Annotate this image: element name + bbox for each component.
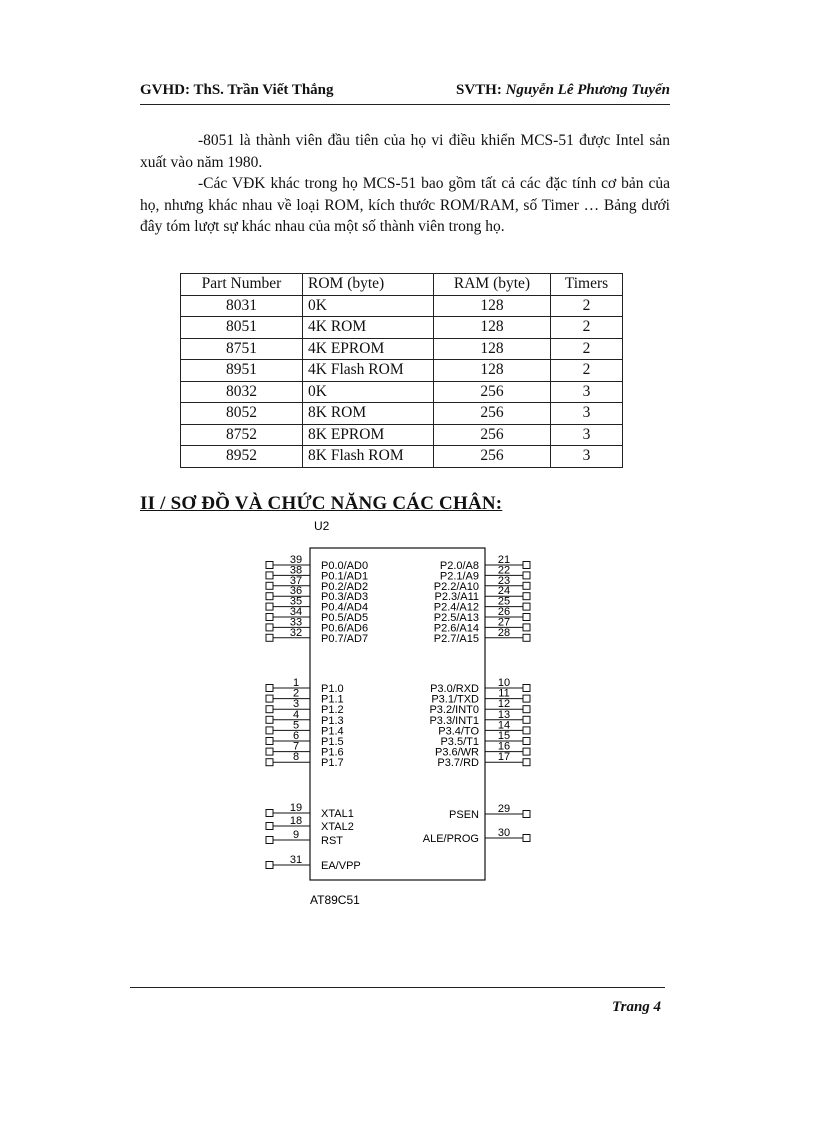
cell-timers: 2 [551, 338, 623, 360]
table-row [181, 446, 623, 468]
pin-number: 10 [497, 677, 511, 689]
cell-ram: 256 [434, 403, 551, 425]
pin-name: P3.3/INT1 [429, 714, 479, 727]
pin-name: P0.5/AD5 [321, 612, 369, 624]
cell-rom: 0K [303, 381, 434, 403]
pin-terminal [266, 837, 273, 844]
pin-name: P2.0/A8 [439, 560, 479, 572]
pin-terminal [266, 624, 273, 631]
pin-number: 3 [292, 698, 300, 711]
table-row [181, 317, 623, 339]
pin-number: 26 [497, 606, 511, 618]
cell-part: 8052 [181, 403, 303, 425]
pin-terminal [266, 695, 273, 702]
mcs51-family-table [180, 273, 623, 468]
cell-rom: 0K [303, 295, 434, 317]
pin-terminal [266, 582, 273, 589]
pin-name: P2.5/A13 [433, 612, 479, 624]
pin-terminal [266, 748, 273, 755]
pin-number: 28 [497, 626, 511, 639]
paragraph-2 [140, 173, 670, 238]
pin-number: 27 [497, 616, 511, 629]
pin-terminal [523, 738, 530, 745]
cell-ram: 128 [434, 317, 551, 339]
cell-timers: 2 [551, 317, 623, 339]
pin-number: 8 [292, 751, 300, 764]
pin-name: P3.1/TXD [431, 693, 479, 706]
pin-terminal [523, 593, 530, 600]
pin-terminal [523, 603, 530, 610]
pin-terminal [266, 810, 273, 817]
pin-number: 36 [289, 585, 303, 598]
cell-part: 8051 [181, 317, 303, 339]
pin-number: 17 [497, 751, 511, 764]
pin-name: P0.7/AD7 [321, 632, 369, 645]
pin-terminal [523, 706, 530, 713]
pin-name: P3.4/TO [438, 725, 479, 738]
pin-terminal [266, 593, 273, 600]
pin-name: XTAL1 [321, 808, 354, 820]
pin-number: 24 [497, 585, 511, 598]
pin-number: 29 [497, 803, 511, 815]
pin-name: P2.4/A12 [433, 601, 479, 614]
pin-name: P1.3 [321, 714, 344, 727]
pin-name: P0.0/AD0 [321, 560, 369, 572]
pin-name: P1.7 [321, 757, 344, 770]
pin-number: 13 [497, 708, 511, 721]
cell-ram: 256 [434, 424, 551, 446]
pin-name: P1.1 [321, 693, 344, 706]
pin-terminal [523, 835, 530, 842]
pin-name: PSEN [449, 809, 479, 821]
pin-terminal [523, 582, 530, 589]
pin-terminal [266, 634, 273, 641]
pin-name: P3.0/RXD [430, 683, 479, 695]
cell-ram: 256 [434, 381, 551, 403]
cell-rom: 4K Flash ROM [303, 360, 434, 382]
pin-number: 33 [289, 616, 303, 629]
pin-number: 14 [497, 719, 511, 732]
header-student [456, 82, 670, 99]
pin-number: 12 [497, 698, 511, 711]
cell-part: 8951 [181, 360, 303, 382]
pin-number: 32 [289, 626, 303, 639]
pin-name: P0.3/AD3 [321, 591, 369, 604]
at89c51-pinout-diagram [250, 520, 550, 910]
footer-rule [130, 987, 665, 988]
pin-terminal [266, 706, 273, 713]
cell-rom: 8K ROM [303, 403, 434, 425]
pin-terminal [523, 562, 530, 569]
pin-number: 25 [497, 595, 511, 608]
pin-number: 39 [289, 554, 303, 566]
pin-number: 2 [292, 687, 300, 700]
pin-name: P2.3/A11 [434, 591, 479, 604]
pin-number: 16 [497, 740, 511, 753]
cell-rom: 8K Flash ROM [303, 446, 434, 468]
page-number: Trang 4 [612, 999, 662, 1015]
cell-part: 8031 [181, 295, 303, 317]
pin-terminal [523, 685, 530, 692]
pin-name: P0.6/AD6 [321, 622, 369, 635]
pin-terminal [523, 624, 530, 631]
cell-timers: 2 [551, 295, 623, 317]
chip-part-label: AT89C51 [310, 893, 360, 907]
pin-name: P1.4 [321, 725, 344, 738]
cell-rom: 4K ROM [303, 317, 434, 339]
pin-name: P3.5/T1 [440, 736, 479, 748]
pin-name: P3.6/WR [434, 746, 479, 759]
pin-number: 34 [289, 606, 303, 618]
table-row [181, 338, 623, 360]
pin-name: P1.5 [321, 736, 344, 748]
pin-number: 19 [289, 802, 303, 814]
pin-name: P3.2/INT0 [429, 704, 479, 717]
pin-terminal [266, 727, 273, 734]
pin-number: 6 [292, 730, 300, 742]
pin-name: XTAL2 [321, 821, 354, 833]
pin-number: 7 [292, 740, 300, 753]
pin-number: 23 [497, 574, 511, 587]
pin-name: P3.7/RD [437, 757, 479, 770]
cell-timers: 3 [551, 403, 623, 425]
pin-name: P1.2 [321, 704, 344, 717]
pin-terminal [523, 572, 530, 579]
cell-ram: 128 [434, 295, 551, 317]
paragraph-1 [140, 130, 670, 173]
cell-rom: 8K EPROM [303, 424, 434, 446]
col-header-rom: ROM (byte) [303, 274, 434, 296]
pin-terminal [523, 811, 530, 818]
col-header-ram: RAM (byte) [434, 274, 551, 296]
pin-name: P1.6 [321, 746, 344, 759]
pin-number: 15 [497, 730, 511, 742]
cell-ram: 128 [434, 338, 551, 360]
pin-number: 30 [497, 827, 511, 839]
pin-name: P0.1/AD1 [321, 570, 369, 583]
pin-name: P0.2/AD2 [321, 580, 369, 593]
cell-part: 8751 [181, 338, 303, 360]
table-row [181, 424, 623, 446]
page-header [140, 80, 670, 105]
pin-name: P2.1/A9 [439, 570, 479, 583]
pin-terminal [523, 759, 530, 766]
cell-part: 8032 [181, 381, 303, 403]
table-row [181, 360, 623, 382]
cell-ram: 256 [434, 446, 551, 468]
pin-terminal [523, 634, 530, 641]
pin-terminal [266, 614, 273, 621]
cell-ram: 128 [434, 360, 551, 382]
pin-terminal [266, 562, 273, 569]
col-header-part-number: Part Number [181, 274, 303, 296]
cell-part: 8952 [181, 446, 303, 468]
pin-terminal [523, 748, 530, 755]
paragraph-2-text: -Các VĐK khác trong họ MCS-51 bao gồm tất cả các đặc tính cơ bản của họ, nhưng khác nhau về loại ROM, kích thước ROM/RAM, số Timer … Bảng dưới đây tóm lượt sự khác nhau của một số thành viên trong họ. [140, 175, 670, 235]
pin-terminal [523, 727, 530, 734]
cell-timers: 3 [551, 381, 623, 403]
header-advisor: GVHD: ThS. Trần Viết Thắng [140, 82, 334, 98]
chip-ref-label: U2 [314, 520, 330, 533]
header-student-label: SVTH: [456, 82, 502, 98]
header-student-name: Nguyễn Lê Phương Tuyến [505, 82, 670, 98]
pin-name: P2.7/A15 [433, 632, 479, 645]
pin-terminal [266, 823, 273, 830]
pin-number: 4 [292, 708, 300, 721]
pin-number: 9 [292, 829, 300, 841]
pin-terminal [266, 572, 273, 579]
pin-number: 18 [289, 815, 303, 827]
pin-terminal [266, 603, 273, 610]
pin-number: 35 [289, 595, 303, 608]
pin-terminal [266, 738, 273, 745]
cell-timers: 2 [551, 360, 623, 382]
pin-number: 31 [289, 854, 303, 866]
pin-terminal [266, 716, 273, 723]
pin-number: 37 [289, 574, 303, 587]
section-title: II / SƠ ĐỒ VÀ CHỨC NĂNG CÁC CHÂN: [140, 493, 503, 514]
pin-number: 21 [497, 554, 511, 566]
pin-terminal [523, 695, 530, 702]
pin-number: 38 [289, 564, 303, 577]
pin-name: P2.2/A10 [433, 580, 479, 593]
table-row [181, 403, 623, 425]
table-header-row [181, 274, 623, 296]
pin-name: P1.0 [321, 683, 344, 695]
pin-terminal [266, 759, 273, 766]
col-header-timers: Timers [551, 274, 623, 296]
table-row [181, 295, 623, 317]
pin-terminal [523, 614, 530, 621]
pin-number: 5 [292, 719, 300, 732]
pin-name: P0.4/AD4 [321, 601, 369, 614]
pin-terminal [523, 716, 530, 723]
pin-terminal [266, 685, 273, 692]
pin-name: P2.6/A14 [433, 622, 479, 635]
paragraph-1-text: -8051 là thành viên đầu tiên của họ vi điều khiển MCS-51 được Intel sản xuất vào năm 1980. [140, 132, 670, 171]
cell-timers: 3 [551, 446, 623, 468]
cell-timers: 3 [551, 424, 623, 446]
pin-terminal [266, 862, 273, 869]
cell-rom: 4K EPROM [303, 338, 434, 360]
pin-name: RST [321, 835, 343, 847]
table-row [181, 381, 623, 403]
cell-part: 8752 [181, 424, 303, 446]
pin-number: 22 [497, 564, 511, 577]
pin-number: 11 [498, 687, 510, 700]
pin-number: 1 [292, 677, 300, 689]
pin-name: EA/VPP [321, 860, 361, 872]
pin-name: ALE/PROG [422, 833, 479, 845]
